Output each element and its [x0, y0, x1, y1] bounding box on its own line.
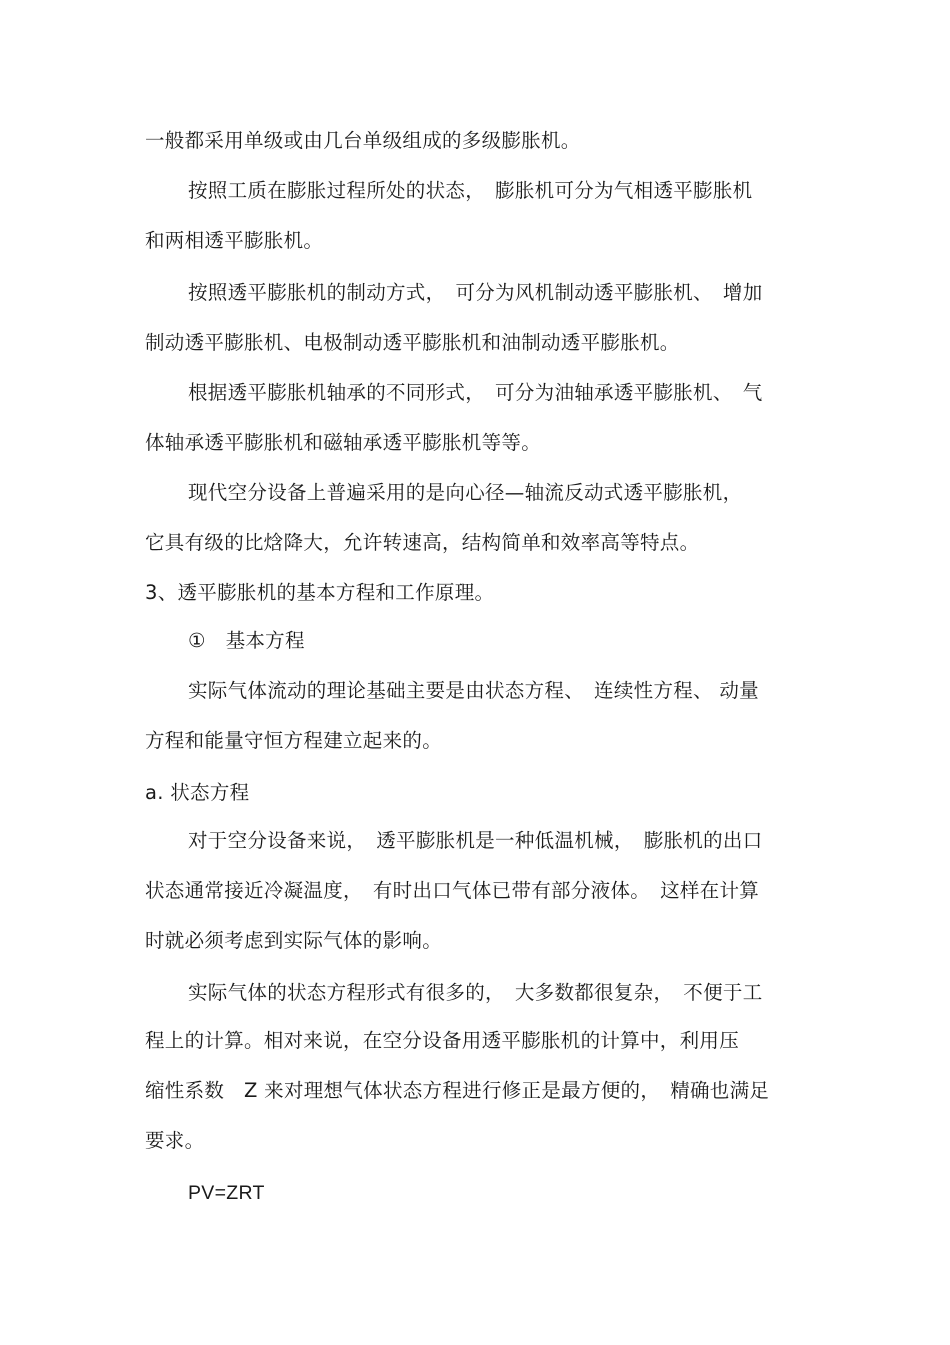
text-line: 缩性系数 Z 来对理想气体状态方程进行修正是最方便的， 精确也满足 — [145, 1079, 770, 1102]
section-heading: 3、透平膨胀机的基本方程和工作原理。 — [145, 581, 495, 604]
text-line: 它具有级的比焓降大，允许转速高，结构简单和效率高等特点。 — [145, 531, 700, 554]
paragraph-start: 实际气体流动的理论基础主要是由状态方程、 连续性方程、 动量 — [188, 679, 759, 702]
subsection-heading: ① 基本方程 — [188, 629, 305, 652]
paragraph-start: 对于空分设备来说， 透平膨胀机是一种低温机械， 膨胀机的出口 — [188, 829, 763, 852]
text-line: 状态通常接近冷凝温度， 有时出口气体已带有部分液体。 这样在计算 — [145, 879, 760, 902]
text-line: 程上的计算。相对来说，在空分设备用透平膨胀机的计算中，利用压 — [145, 1029, 740, 1052]
text-line: 和两相透平膨胀机。 — [145, 229, 324, 252]
text-line: 一般都采用单级或由几台单级组成的多级膨胀机。 — [145, 129, 581, 152]
paragraph-start: 按照透平膨胀机的制动方式， 可分为风机制动透平膨胀机、 增加 — [188, 281, 763, 304]
text-line: 方程和能量守恒方程建立起来的。 — [145, 729, 443, 752]
item-heading: a. 状态方程 — [145, 781, 250, 804]
text-line: 时就必须考虑到实际气体的影响。 — [145, 929, 443, 952]
paragraph-start: 现代空分设备上普遍采用的是向心径—轴流反动式透平膨胀机， — [188, 481, 743, 504]
paragraph-start: 按照工质在膨胀过程所处的状态， 膨胀机可分为气相透平膨胀机 — [188, 179, 753, 202]
text-line: 要求。 — [145, 1129, 205, 1152]
text-line: 制动透平膨胀机、电极制动透平膨胀机和油制动透平膨胀机。 — [145, 331, 680, 354]
paragraph-start: 实际气体的状态方程形式有很多的， 大多数都很复杂， 不便于工 — [188, 981, 763, 1004]
equation: PV=ZRT — [188, 1182, 265, 1204]
text-line: 体轴承透平膨胀机和磁轴承透平膨胀机等等。 — [145, 431, 542, 454]
paragraph-start: 根据透平膨胀机轴承的不同形式， 可分为油轴承透平膨胀机、 气 — [188, 381, 763, 404]
